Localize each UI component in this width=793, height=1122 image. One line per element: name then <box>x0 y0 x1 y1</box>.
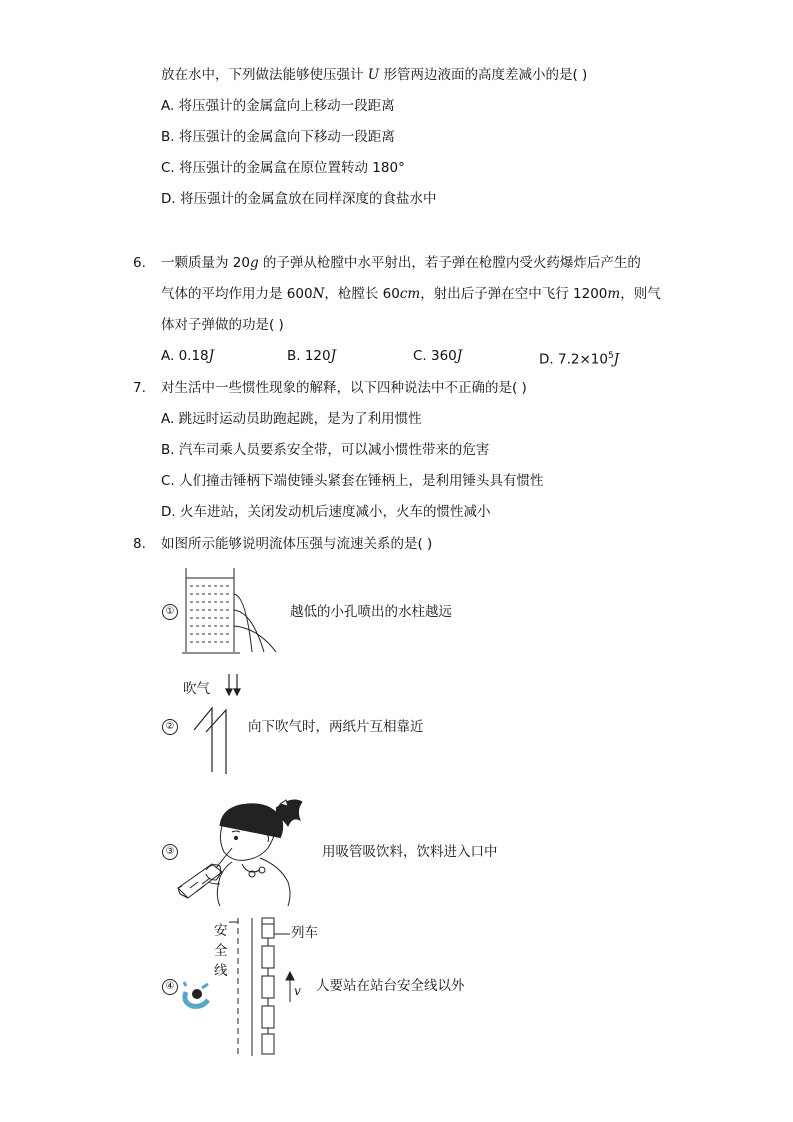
item3-caption: 用吸管吸饮料，饮料进入口中 <box>322 844 498 860</box>
q6-stem-line2: 气体的平均作用力是 600N，枪膛长 60cm，射出后子弹在空中飞行 1200m，则气 <box>161 286 661 302</box>
item3-mark: ③ <box>162 844 178 860</box>
q5-option-c: C. 将压强计的金属盒在原位置转动 180° <box>161 160 405 176</box>
q6-stem-line3: 体对子弹做的功是( ) <box>161 317 284 333</box>
q5-stem: 放在水中，下列做法能够使压强计 U 形管两边液面的高度差减小的是( ) <box>161 67 588 83</box>
q6-stem-line1: 一颗质量为 20g 的子弹从枪膛中水平射出，若子弹在枪膛内受火药爆炸后产生的 <box>161 255 641 271</box>
item4-caption: 人要站在站台安全线以外 <box>316 978 465 994</box>
q5-option-d: D. 将压强计的金属盒放在同样深度的食盐水中 <box>161 191 437 207</box>
q7-number: 7. <box>133 380 146 396</box>
item4-mark: ④ <box>162 979 178 995</box>
item2-caption: 向下吹气时，两纸片互相靠近 <box>248 719 424 735</box>
q7-option-b: B. 汽车司乘人员要系安全带，可以减小惯性带来的危害 <box>161 442 490 458</box>
q8-number: 8. <box>133 536 146 552</box>
q7-option-d: D. 火车进站，关闭发动机后速度减小，火车的惯性减小 <box>161 504 491 520</box>
water-container-figure <box>180 568 290 658</box>
train-label: 列车 <box>291 925 318 941</box>
q6-option-d: D. $7.2\times 10^5J$ <box>539 351 620 368</box>
girl-drinking-figure <box>176 790 316 908</box>
safety-char-3: 线 <box>214 963 228 979</box>
velocity-label: v <box>294 984 301 998</box>
q7-stem: 对生活中一些惯性现象的解释，以下四种说法中不正确的是( ) <box>161 380 527 396</box>
safety-char-2: 全 <box>214 943 228 959</box>
q6-option-b: B. 120J <box>287 348 337 364</box>
q7-option-c: C. 人们撞击锤柄下端使锤头紧套在锤柄上，是利用锤头具有惯性 <box>161 473 544 489</box>
q8-stem: 如图所示能够说明流体压强与流速关系的是( ) <box>161 536 433 552</box>
q6-option-a: A. 0.18J <box>161 348 215 364</box>
blow-arrows-icon <box>224 672 244 698</box>
item2-mark: ② <box>162 719 178 735</box>
q5-option-a: A. 将压强计的金属盒向上移动一段距离 <box>161 98 395 114</box>
q5-option-b: B. 将压强计的金属盒向下移动一段距离 <box>161 129 395 145</box>
blow-label: 吹气 <box>183 681 210 697</box>
item1-mark: ① <box>162 604 178 620</box>
platform-figure <box>180 914 300 1060</box>
safety-char-1: 安 <box>214 923 228 939</box>
paper-sheets-figure <box>192 702 242 776</box>
q7-option-a: A. 跳远时运动员助跑起跳，是为了利用惯性 <box>161 411 422 427</box>
q6-option-c: C. 360J <box>413 348 463 364</box>
q6-number: 6. <box>133 255 146 271</box>
item1-caption: 越低的小孔喷出的水柱越远 <box>290 604 452 620</box>
